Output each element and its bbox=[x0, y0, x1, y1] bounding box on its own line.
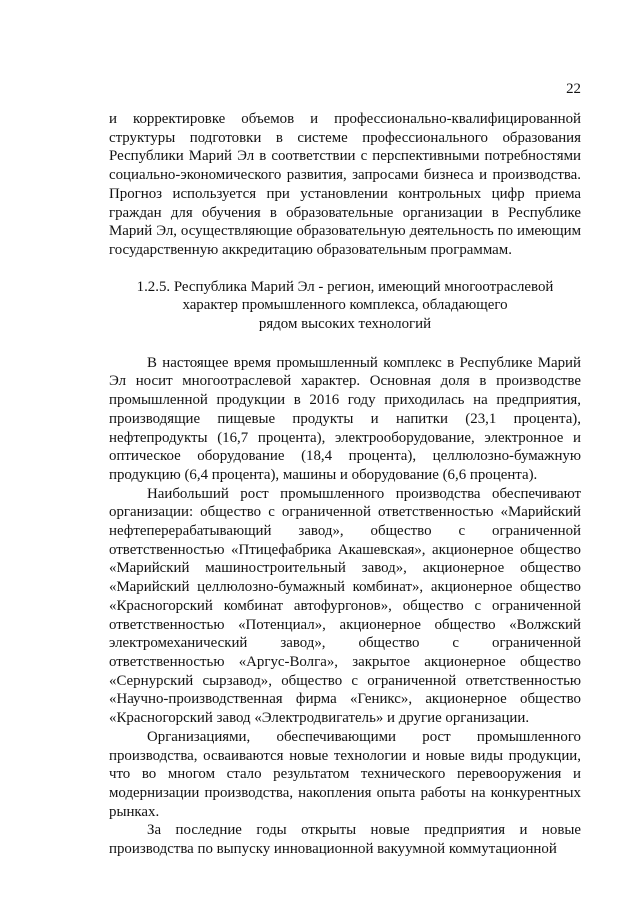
section-heading-line-2: характер промышленного комплекса, обладающего bbox=[182, 297, 508, 314]
section-heading bbox=[109, 278, 581, 334]
paragraph-new-enterprises: За последние годы открыты новые предприятия и новые производства по выпуску инновационной вакуумной коммутационной bbox=[109, 822, 581, 858]
paragraph-industry-structure: В настоящее время промышленный комплекс в Республике Марий Эл носит многоотраслевой характер. Основная доля в производстве промышленной продукции в 2016 году приходилась на предприятия, производящие пищевые продукты и напитки (23,1 процента), нефтепродукты (16,7 процента), электрооборудование, электронное и оптическое оборудование (18,4 процента), целлюлозно-бумажную продукцию (6,4 процента), машины и оборудование (6,6 процента). bbox=[109, 354, 581, 483]
paragraph-growth-organizations: Наибольший рост промышленного производства обеспечивают организации: общество с ограниченной ответственностью «Марийский нефтеперерабатывающий завод», общество с ограниченной ответственностью «Птицефабрика Акашевская», акционерное общество «Марийский машиностроительный завод», акционерное общество «Марийский целлюлозно-бумажный комбинат», акционерное общество «Красногорский комбинат автофургонов», общество с ограниченной ответственностью «Потенциал», акционерное общество «Волжский электромеханический завод», общество с ограниченной ответственностью «Аргус-Волга», закрытое акционерное общество «Сернурский сырзавод», общество с ограниченной ответственностью «Научно-производственная фирма «Геникс», акционерное общество «Красногорский завод «Электродвигатель» и другие организации. bbox=[109, 485, 581, 727]
section-heading-line-3: рядом высоких технологий bbox=[258, 316, 432, 333]
page-number: 22 bbox=[566, 81, 581, 97]
document-body bbox=[109, 110, 581, 859]
intro-paragraph: и корректировке объемов и профессионально-квалифицированной структуры подготовки в системе профессионального образования Республики Марий Эл в соответствии с перспективными потребностями социально-экономического развития, запросами бизнеса и производства. Прогноз используется при установлении контрольных цифр приема граждан для обучения в образовательные организации в Республике Марий Эл, осуществляющие образовательную деятельность по имеющим государственную аккредитацию образовательным программам. bbox=[109, 111, 581, 258]
section-heading-line-1: 1.2.5. Республика Марий Эл - регион, имеющий многоотраслевой bbox=[136, 278, 554, 295]
paragraph-new-technologies: Организациями, обеспечивающими рост промышленного производства, осваиваются новые технологии и новые виды продукции, что во многом стало результатом технического перевооружения и модернизации производства, накопления опыта работы на конкурентных рынках. bbox=[109, 728, 581, 820]
